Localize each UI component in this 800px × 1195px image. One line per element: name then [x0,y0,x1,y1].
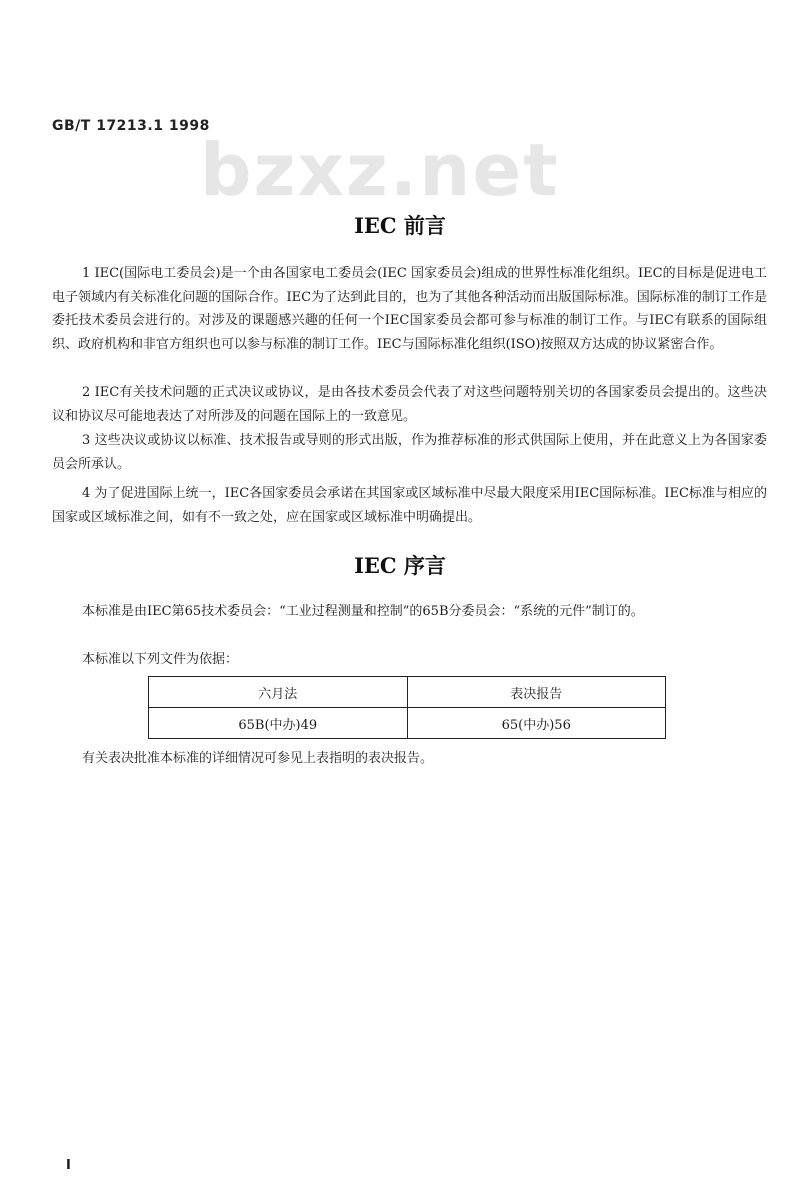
foreword-paragraph-4: 4 为了促进国际上统一，IEC各国家委员会承诺在其国家或区域标准中尽最大限度采用IEC国际标准。IEC标准与相应的国家或区域标准之间，如有不一致之处，应在国家或区域标准中明确提出。 [52,486,767,525]
page-number: I [66,1158,71,1173]
section-title-preface: IEC 序言 [354,553,446,578]
table-header-cell: 表决报告 [407,677,666,708]
table-row [149,708,666,739]
foreword-paragraph-2: 2 IEC有关技术问题的正式决议或协议，是由各技术委员会代表了对这些问题特别关切的各国家委员会提出的。这些决议和协议尽可能地表达了对所涉及的问题在国际上的一致意见。 [52,385,767,424]
table-cell: 65B(中办)49 [149,708,408,739]
table-cell: 65(中办)56 [407,708,666,739]
foreword-paragraph-3: 3 这些决议或协议以标准、技术报告或导则的形式出版，作为推荐标准的形式供国际上使用，并在此意义上为各国家委员会所承认。 [52,433,767,472]
foreword-paragraph-1: 1 IEC(国际电工委员会)是一个由各国家电工委员会(IEC 国家委员会)组成的世界性标准化组织。IEC的目标是促进电工电子领域内有关标准化问题的国际合作。IEC为了达到此目的，也为了其他各种活动而出版国际标准。国际标准的制订工作是委托技术委员会进行的。对涉及的课题感兴趣的任何一个IEC国家委员会都可参与标准的制订工作。与IEC有联系的国际组织、政府机构和非官方组织也可以参与标准的制订工作。IEC与国际标准化组织(ISO)按照双方达成的协议紧密合作。 [52,266,767,352]
watermark: bzxz.net [200,128,560,212]
preface-closing: 有关表决批准本标准的详细情况可参见上表指明的表决报告。 [82,751,434,766]
basis-documents-table [148,676,666,739]
preface-intro: 本标准是由IEC第65技术委员会：“工业过程测量和控制”的65B分委员会：“系统的元件”制订的。 [82,604,644,619]
table-header-row [149,677,666,708]
standard-header: GB/T 17213.1 1998 [52,118,210,134]
section-title-foreword: IEC 前言 [354,213,446,238]
table-header-cell: 六月法 [149,677,408,708]
preface-basis: 本标准以下列文件为依据： [82,652,239,667]
